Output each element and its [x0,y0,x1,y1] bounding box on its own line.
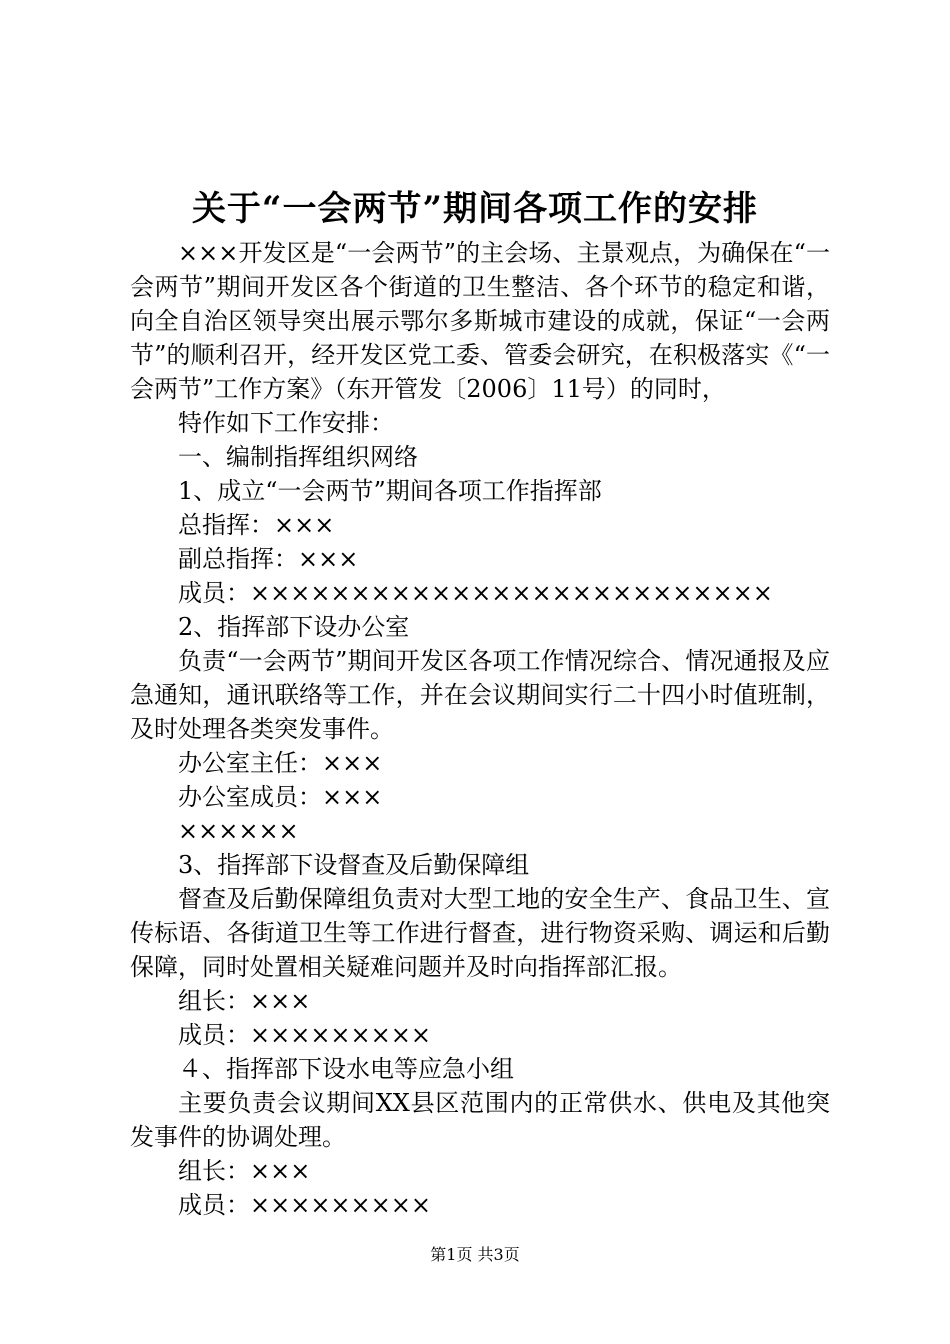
office-duty-paragraph: 负责“一会两节”期间开发区各项工作情况综合、情况通报及应急通知，通讯联络等工作，并在会议期间实行二十四小时值班制，及时处理各类突发事件。 [130,647,830,743]
page-footer: 第1页 共3页 [430,1245,520,1264]
members-line: 成员：×××××××××××××××××××××××××× [178,579,773,607]
emergency-duty-paragraph: 主要负责会议期间XX县区范围内的正常供水、供电及其他突发事件的协调处理。 [130,1089,830,1151]
deputy-commander-line: 副总指挥：××× [178,545,359,573]
supervision-duty-paragraph: 督查及后勤保障组负责对大型工地的安全生产、食品卫生、宣传标语、各街道卫生等工作进行督查，进行物资采购、调运和后勤保障，同时处置相关疑难问题并及时向指挥部汇报。 [130,885,830,981]
office-director-line: 办公室主任：××× [178,749,383,777]
document-body [130,236,830,1222]
supervision-members-line: 成员：××××××××× [178,1021,431,1049]
emergency-members-line: 成员：××××××××× [178,1191,431,1219]
document-title: 关于“一会两节”期间各项工作的安排 [191,189,759,229]
emergency-leader-line: 组长：××× [178,1157,311,1185]
subsection-heading-4: ４、指挥部下设水电等应急小组 [178,1055,514,1083]
subsection-heading-2: 2、指挥部下设办公室 [178,613,410,641]
subsection-heading-3: 3、指挥部下设督查及后勤保障组 [178,851,530,879]
intro-paragraph: ×××开发区是“一会两节”的主会场、主景观点，为确保在“一会两节”期间开发区各个街道的卫生整洁、各个环节的稳定和谐，向全自治区领导突出展示鄂尔多斯城市建设的成就，保证“一会两节”的顺利召开，经开发区党工委、管委会研究，在积极落实《“一会两节”工作方案》（东开管发〔2006〕11号）的同时， [130,239,830,403]
supervision-leader-line: 组长：××× [178,987,311,1015]
arrangement-intro: 特作如下工作安排： [178,409,394,437]
subsection-heading-1: 1、成立“一会两节”期间各项工作指挥部 [178,477,602,505]
section-heading: 一、编制指挥组织网络 [178,443,418,471]
office-members-extra-line: ×××××× [178,817,299,845]
commander-line: 总指挥：××× [178,511,335,539]
office-members-line: 办公室成员：××× [178,783,383,811]
